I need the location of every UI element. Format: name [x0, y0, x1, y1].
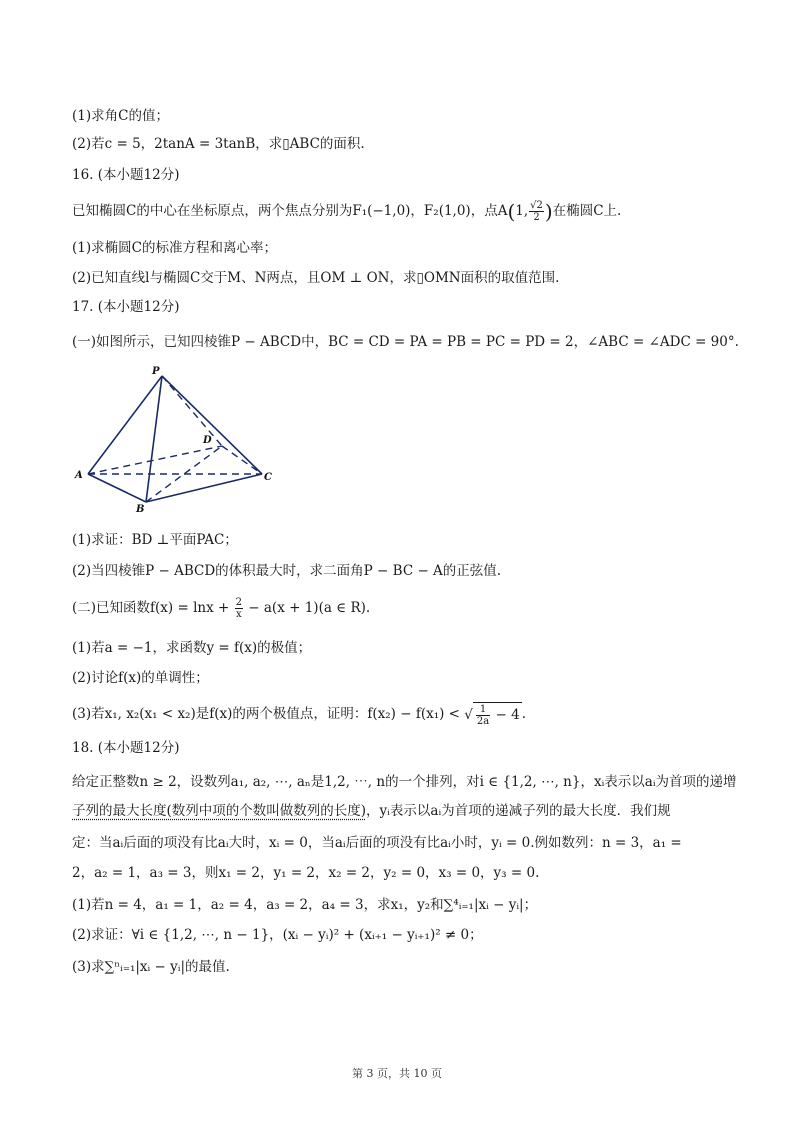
q16-header: 16. (本小题12分): [72, 167, 180, 183]
q18-part2: (2)求证：∀i ∈ {1,2, ⋯, n − 1}，(xᵢ − yᵢ)² + (xᵢ₊₁ − yᵢ₊₁)² ≠ 0；: [72, 927, 483, 943]
q17-part2-frac-den: x: [235, 609, 242, 620]
edge-ab: [88, 474, 146, 502]
q17-part2-intro: [72, 597, 370, 620]
q17-part2-q2: (2)讨论f(x)的单调性；: [72, 670, 209, 686]
q17-part2-a: (二)已知函数f(x) = lnx +: [72, 600, 230, 616]
q18-line1: 给定正整数n ≥ 2，设数列a₁, a₂, ⋯, aₙ是1,2, ⋯, n的一个排列，对i ∈ {1,2, ⋯, n}，xᵢ表示以aᵢ为首项的递增: [72, 774, 737, 790]
q16-intro-a: 已知椭圆C的中心在坐标原点，两个焦点分别为F₁(−1,0)，F₂(1,0)，点A: [72, 203, 508, 219]
q17-part1-q1: (1)求证：BD ⊥平面PAC；: [72, 532, 238, 548]
label-c: C: [264, 472, 272, 483]
q16-part1: (1)求椭圆C的标准方程和离心率；: [72, 240, 277, 256]
pyramid-figure: [72, 362, 272, 512]
page-footer: 第 3 页，共 10 页: [352, 1067, 442, 1080]
edge-dc: [222, 446, 262, 474]
edge-bc: [146, 474, 262, 502]
q17-header: 17. (本小题12分): [72, 299, 180, 315]
label-d: D: [203, 435, 212, 446]
q18-line3: 定：当aᵢ后面的项没有比aᵢ大时，xᵢ = 0，当aᵢ后面的项没有比aᵢ小时，yᵢ = 0.例如数列：n = 3，a₁ =: [72, 835, 682, 851]
q18-line4: 2，a₂ = 1，a₃ = 3，则x₁ = 2，y₁ = 2，x₂ = 2，y₂ = 0，x₃ = 0，y₃ = 0.: [72, 865, 540, 881]
q16-intro-b: 在椭圆C上.: [552, 203, 622, 219]
q17-q3-frac-den: 2a: [476, 716, 490, 727]
q17-part1-intro: (一)如图所示，已知四棱锥P − ABCD中，BC = CD = PA = PB = PC = PD = 2，∠ABC = ∠ADC = 90°.: [72, 334, 739, 350]
q17-q3-end: .: [521, 706, 527, 722]
q16-part2: (2)已知直线l与椭圆C交于M、N两点，且OM ⊥ ON，求▯OMN面积的取值范围.: [72, 270, 560, 286]
edge-pc: [162, 376, 262, 474]
q15-part2: (2)若c = 5，2tanA = 3tanB，求▯ABC的面积.: [72, 136, 365, 152]
label-a: A: [75, 470, 83, 481]
q17-part2-frac-num: 2: [235, 597, 242, 608]
q16-intro: 已知椭圆C的中心在坐标原点，两个焦点分别为F₁(−1,0)，F₂(1,0)，点A(1, $\frac{√2}{2}$ )在椭圆C上.: [72, 199, 622, 224]
q17-part2-b: − a(x + 1)(a ∈ R).: [248, 600, 371, 616]
q17-q3-frac-num: 1: [476, 704, 490, 716]
q18-header: 18. (本小题12分): [72, 740, 180, 756]
q16-point-x: 1,: [515, 203, 529, 219]
q17-part1-q2: (2)当四棱锥P − ABCD的体积最大时，求二面角P − BC − A的正弦值.: [72, 563, 502, 579]
q18-line2-dotted: 子列的最大长度(数列中项的个数叫做数列的长度): [72, 803, 367, 819]
q17-q3-b: − 4: [495, 707, 520, 723]
q17-part2-q3: (3)若x₁, x₂(x₁ < x₂)是f(x)的两个极值点，证明：f(x₂) − f(x₁) < √ $\frac{1}{2a}$ − 4 .: [72, 704, 527, 727]
q17-part2-q1: (1)若a = −1，求函数y = f(x)的极值；: [72, 640, 312, 656]
q18-line2-rest: ，yᵢ表示以aᵢ为首项的递减子列的最大长度．我们规: [366, 803, 671, 819]
q15-part1: (1)求角C的值；: [72, 108, 169, 124]
q16-frac-num: √2: [530, 200, 543, 211]
edge-pd: [162, 376, 222, 446]
edge-ad: [88, 446, 222, 474]
q18-line2: [72, 801, 671, 821]
label-p: P: [152, 366, 160, 377]
q18-part3: (3)求∑ⁿᵢ₌₁|xᵢ − yᵢ|的最值.: [72, 959, 230, 975]
q16-frac-den: 2: [533, 212, 540, 223]
q18-part1: (1)若n = 4，a₁ = 1，a₂ = 4，a₃ = 2，a₄ = 3，求x₁，y₂和∑⁴ᵢ₌₁|xᵢ − yᵢ|；: [72, 897, 538, 913]
q17-q3-a: (3)若x₁, x₂(x₁ < x₂)是f(x)的两个极值点，证明：f(x₂) − f(x₁) <: [72, 706, 460, 722]
label-b: B: [136, 504, 145, 512]
